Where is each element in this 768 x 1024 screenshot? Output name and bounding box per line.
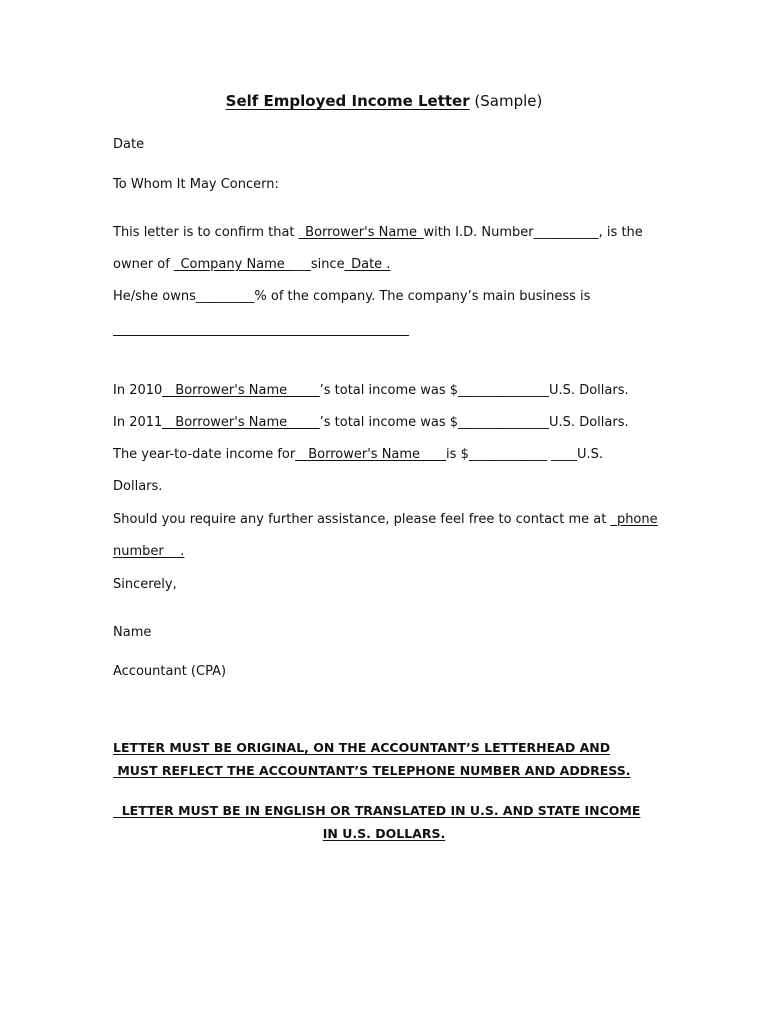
salutation: To Whom It May Concern:: [113, 177, 279, 192]
contact-line1: [113, 512, 658, 528]
text: with I.D. Number: [423, 225, 534, 240]
text: U.S. Dollars.: [549, 383, 629, 398]
date-field: _Date .: [344, 257, 391, 272]
text: ’s total income was $: [319, 383, 459, 398]
title-suffix: (Sample): [469, 92, 543, 110]
signature-title: Accountant (CPA): [113, 664, 227, 679]
notice-original-line2: MUST REFLECT THE ACCOUNTANT’S TELEPHONE NUMBER AND ADDRESS.: [113, 763, 631, 778]
para1-line1: [113, 225, 643, 241]
closing: Sincerely,: [113, 577, 177, 592]
amount-blank: ______________: [458, 383, 550, 398]
text: is $: [446, 447, 469, 462]
text: ’s total income was $: [319, 415, 459, 430]
text: Should you require any further assistance, please feel free to contact me at: [113, 512, 611, 527]
date-label: Date: [113, 137, 145, 152]
letter-title: [0, 92, 768, 110]
text: U.S.: [576, 447, 604, 462]
borrower-name-field: __Borrower's Name_____: [162, 383, 320, 398]
text: In 2010: [113, 383, 163, 398]
company-name-field: _Company Name_: [173, 257, 292, 272]
text: % of the company. The company’s main business is: [254, 289, 591, 304]
amount-blank: ____________ ____: [468, 447, 577, 462]
income-2011-line: [113, 415, 629, 431]
income-2010-line: [113, 383, 629, 399]
amount-blank: ______________: [458, 415, 550, 430]
text: The year-to-date income for: [113, 447, 296, 462]
main-business-blank-line: [113, 335, 409, 336]
borrower-name-field: __Borrower's Name_____: [162, 415, 320, 430]
blank: ___: [291, 257, 311, 272]
phone-field: _phone: [610, 512, 658, 527]
income-ytd-line2: Dollars.: [113, 479, 163, 494]
percent-blank: _________: [195, 289, 255, 304]
text: In 2011: [113, 415, 163, 430]
borrower-name-field: __Borrower's Name____: [295, 447, 447, 462]
text: He/she owns: [113, 289, 196, 304]
para1-line3: [113, 289, 590, 305]
title-main: Self Employed Income Letter: [225, 92, 470, 110]
notice-original-line1: LETTER MUST BE ORIGINAL, ON THE ACCOUNTANT’S LETTERHEAD AND: [113, 740, 611, 755]
contact-line2: number .: [113, 544, 185, 559]
notice-english-line2: IN U.S. DOLLARS.: [322, 826, 446, 841]
para1-line2: [113, 257, 390, 273]
text: since: [310, 257, 345, 272]
income-ytd-line: [113, 447, 603, 463]
borrower-name-field: _Borrower's Name_: [298, 225, 424, 240]
text: This letter is to confirm that: [113, 225, 299, 240]
text: U.S. Dollars.: [549, 415, 629, 430]
text: owner of: [113, 257, 174, 272]
text: , is the: [598, 225, 643, 240]
notice-english-line1: LETTER MUST BE IN ENGLISH OR TRANSLATED IN U.S. AND STATE INCOME: [113, 803, 641, 818]
signature-name: Name: [113, 625, 152, 640]
id-number-blank: __________: [533, 225, 599, 240]
